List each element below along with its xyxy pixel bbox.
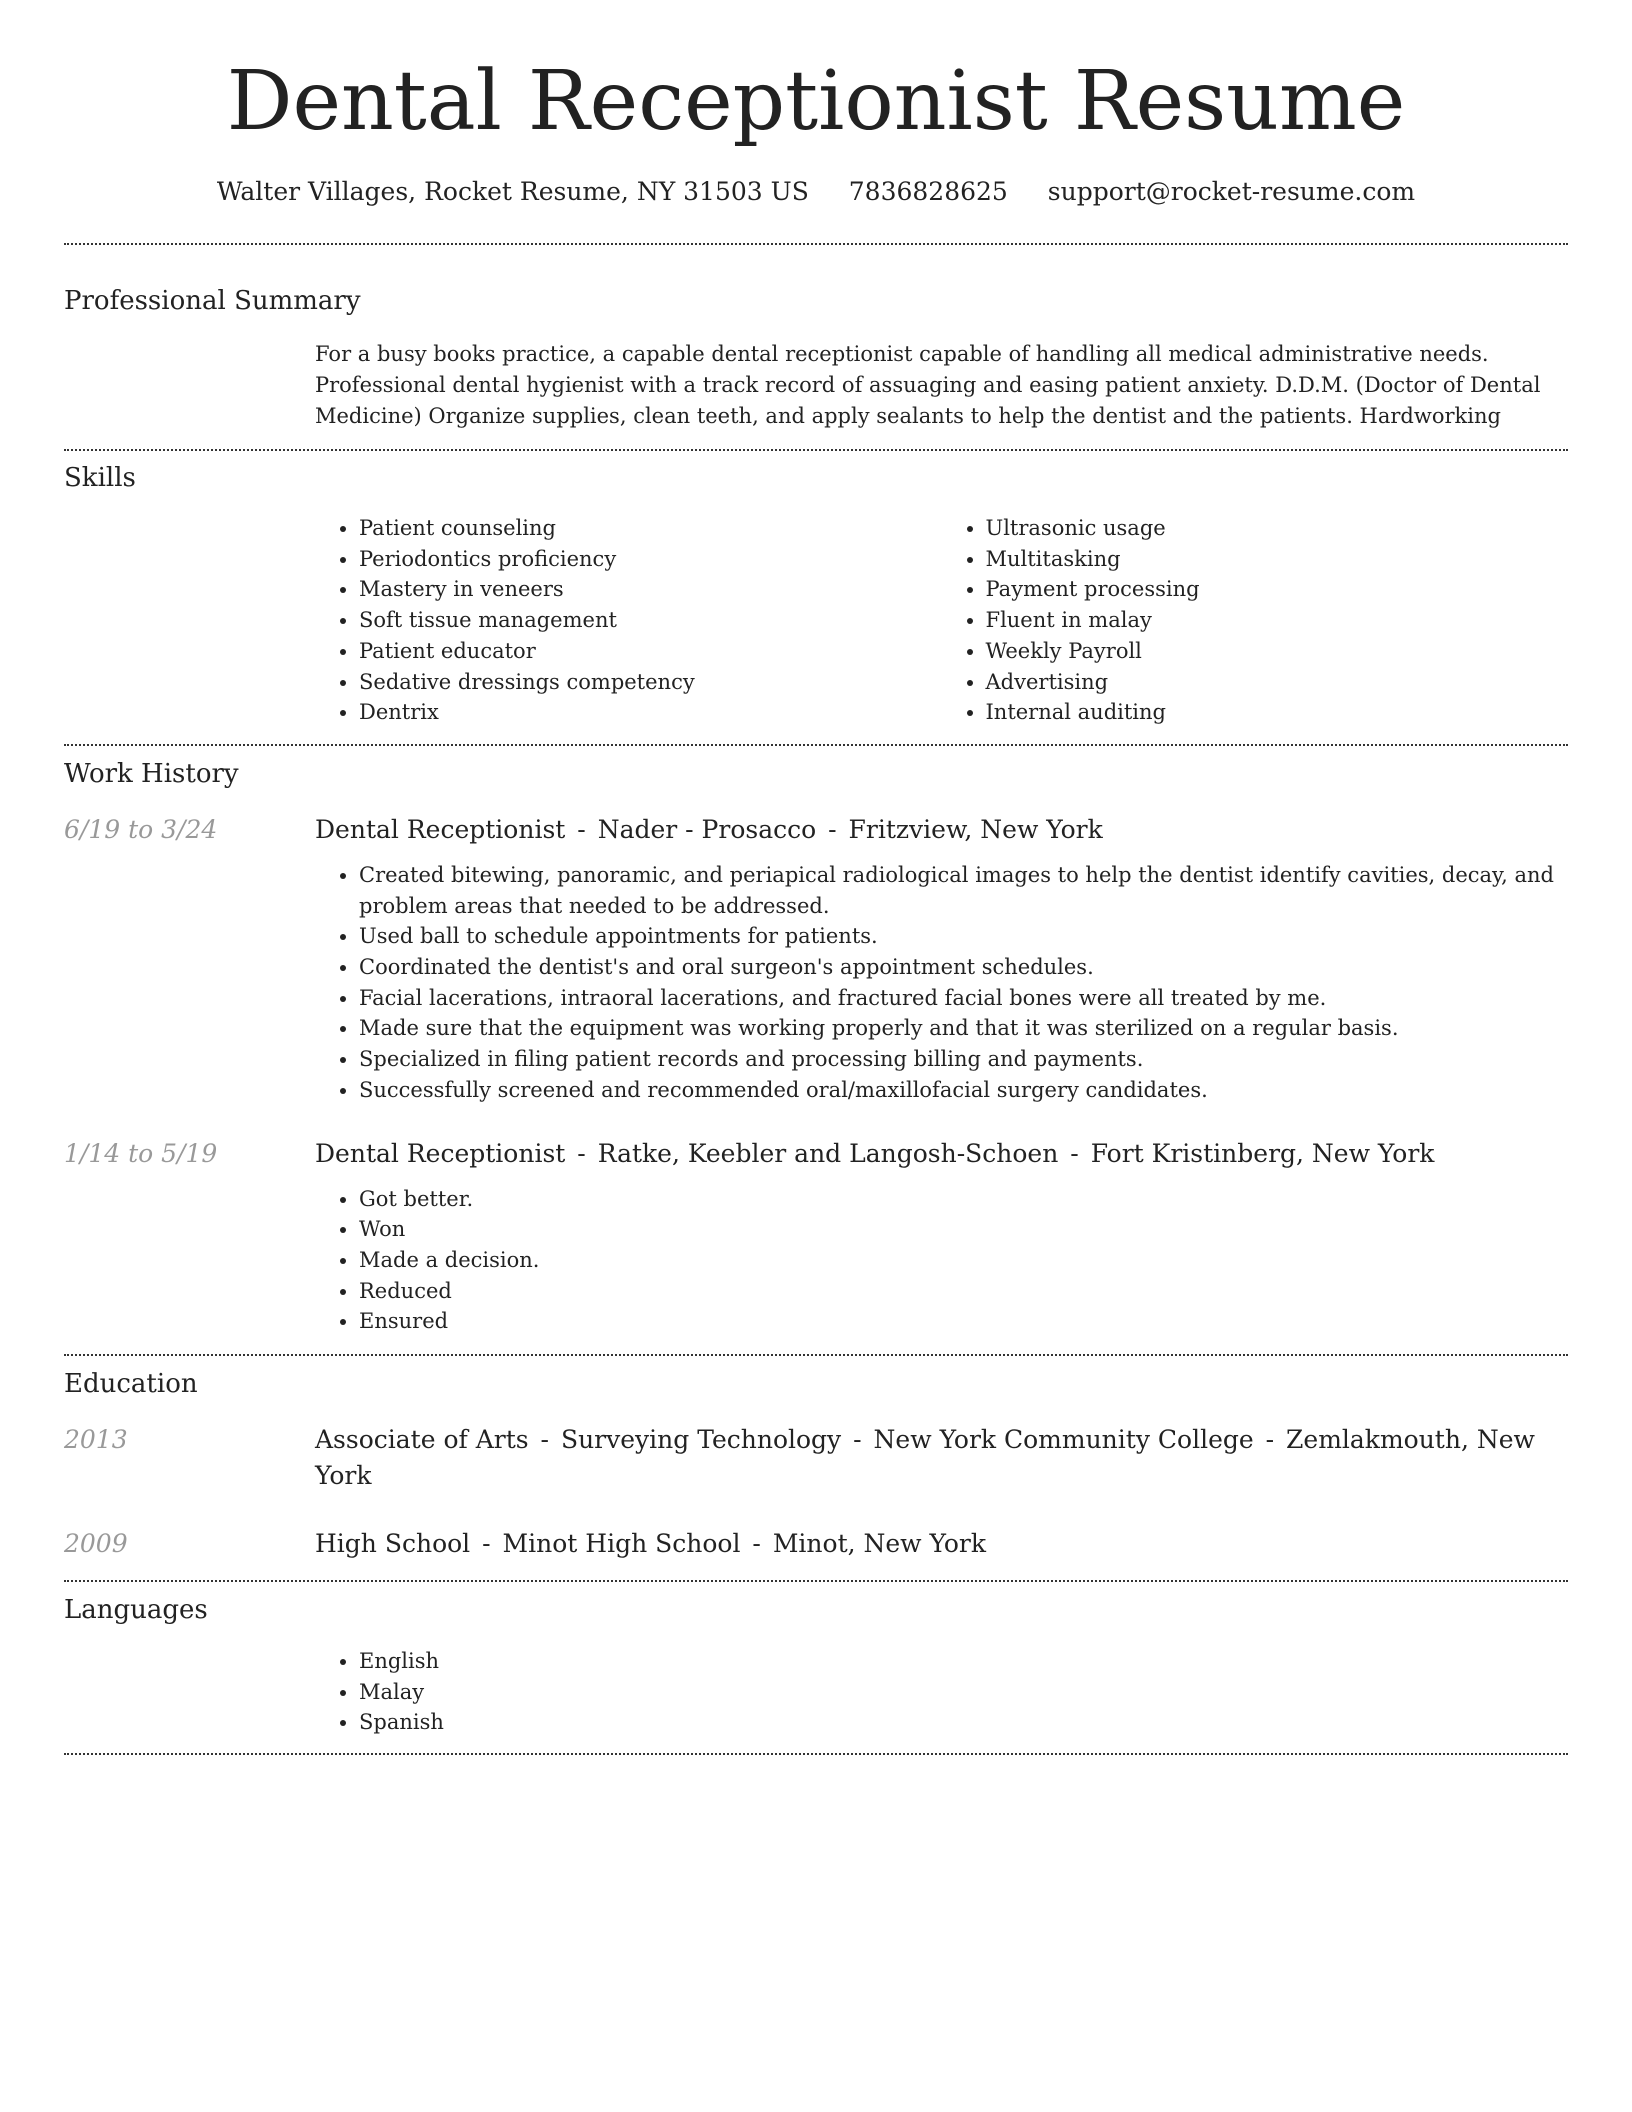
job-header — [315, 1136, 1568, 1172]
school-location: Zemlakmouth, New York — [315, 1425, 1535, 1491]
degree: Associate of Arts — [315, 1425, 529, 1455]
separator: - — [828, 814, 837, 844]
skill-item: • Patient counseling — [359, 513, 942, 544]
skills-heading: Skills — [64, 463, 136, 493]
job-duty: • Coordinated the dentist's and oral surgeon's appointment schedules. — [359, 952, 1568, 983]
summary-text: For a busy books practice, a capable dental receptionist capable of handling all medical administrative needs. Professional dental hygienist with a track record of assuaging and easing patient anxiety. D.D.M. (Doctor of Dental Medicine) Organize supplies, clean teeth, and apply sealants to help the dentist and the patients. Hardworking — [315, 342, 1541, 428]
divider — [64, 449, 1568, 451]
skill-item: • Patient educator — [359, 636, 942, 667]
job-entry — [64, 1136, 1568, 1338]
job-duty: • Ensured — [359, 1306, 1568, 1337]
job-title: Dental Receptionist — [315, 1138, 566, 1168]
school: Minot High School — [502, 1529, 741, 1559]
field-of-study: Surveying Technology — [560, 1425, 842, 1455]
separator: - — [1070, 1138, 1079, 1168]
skills-list-right — [942, 513, 1569, 728]
skill-item: • Advertising — [986, 667, 1569, 698]
job-location: Fritzview, New York — [848, 814, 1103, 844]
education-year: 2009 — [64, 1529, 128, 1559]
skill-item: • Ultrasonic usage — [986, 513, 1569, 544]
languages-section — [64, 1592, 1568, 1738]
job-duty: • Specialized in filing patient records and processing billing and payments. — [359, 1044, 1568, 1075]
job-entry — [64, 812, 1568, 1106]
education-section — [64, 1366, 1568, 1562]
divider — [64, 1580, 1568, 1582]
separator: - — [1265, 1425, 1275, 1455]
skills-section — [64, 460, 1568, 728]
education-year: 2013 — [64, 1425, 128, 1455]
contact-phone: 7836828625 — [848, 177, 1008, 206]
job-location: Fort Kristinberg, New York — [1090, 1138, 1435, 1168]
school-location: Minot, New York — [772, 1529, 987, 1559]
contact-email: support@rocket-resume.com — [1047, 177, 1416, 206]
job-duty: • Reduced — [359, 1276, 1568, 1307]
languages-list — [315, 1646, 1568, 1738]
language-item: • Spanish — [359, 1707, 1568, 1738]
skill-item: • Soft tissue management — [359, 605, 942, 636]
job-title: Dental Receptionist — [315, 814, 566, 844]
divider — [64, 1354, 1568, 1356]
divider — [64, 243, 1568, 245]
separator: - — [577, 1138, 586, 1168]
education-header — [315, 1422, 1568, 1494]
job-duty: • Won — [359, 1214, 1568, 1245]
separator: - — [853, 1425, 862, 1455]
job-duty: • Made a decision. — [359, 1245, 1568, 1276]
job-duty: • Got better. — [359, 1184, 1568, 1215]
job-header — [315, 812, 1568, 848]
education-header — [315, 1526, 1568, 1562]
job-duty: • Facial lacerations, intraoral lacerations, and fractured facial bones were all treated by me. — [359, 983, 1568, 1014]
language-item: • Malay — [359, 1677, 1568, 1708]
job-duties — [315, 860, 1568, 1106]
separator: - — [752, 1529, 761, 1559]
education-entry — [64, 1526, 1568, 1562]
job-dates: 1/14 to 5/19 — [64, 1138, 218, 1168]
skill-item: • Payment processing — [986, 574, 1569, 605]
job-duty: • Successfully screened and recommended oral/maxillofacial surgery candidates. — [359, 1075, 1568, 1106]
contact-line — [64, 174, 1568, 210]
school: New York Community College — [873, 1425, 1254, 1455]
language-item: • English — [359, 1646, 1568, 1677]
education-entry — [64, 1422, 1568, 1494]
skill-item: • Periodontics proficiency — [359, 544, 942, 575]
job-duty: • Created bitewing, panoramic, and periapical radiological images to help the dentist identify cavities, decay, and problem areas that needed to be addressed. — [359, 860, 1568, 921]
skill-item: • Sedative dressings competency — [359, 667, 942, 698]
contact-address: Walter Villages, Rocket Resume, NY 31503 US — [216, 177, 809, 206]
work-section — [64, 756, 1568, 1337]
separator: - — [577, 814, 586, 844]
skill-item: • Internal auditing — [986, 697, 1569, 728]
job-duty: • Made sure that the equipment was working properly and that it was sterilized on a regular basis. — [359, 1013, 1568, 1044]
skill-item: • Weekly Payroll — [986, 636, 1569, 667]
degree: High School — [315, 1529, 471, 1559]
resume-title: Dental Receptionist Resume — [226, 54, 1406, 149]
divider — [64, 1753, 1568, 1755]
job-duties — [315, 1184, 1568, 1338]
summary-heading: Professional Summary — [64, 286, 361, 316]
job-company: Ratke, Keebler and Langosh-Schoen — [597, 1138, 1059, 1168]
skills-list-left — [315, 513, 942, 728]
summary-section — [64, 283, 1568, 432]
education-heading: Education — [64, 1369, 198, 1400]
skill-item: • Multitasking — [986, 544, 1569, 575]
separator: - — [540, 1425, 549, 1455]
job-company: Nader - Prosacco — [597, 814, 817, 844]
skill-item: • Fluent in malay — [986, 605, 1569, 636]
skill-item: • Mastery in veneers — [359, 574, 942, 605]
job-duty: • Used ball to schedule appointments for patients. — [359, 921, 1568, 952]
job-dates: 6/19 to 3/24 — [64, 814, 218, 844]
separator: - — [482, 1529, 491, 1559]
languages-heading: Languages — [64, 1595, 208, 1626]
work-heading: Work History — [64, 758, 239, 789]
skill-item: • Dentrix — [359, 697, 942, 728]
divider — [64, 744, 1568, 746]
